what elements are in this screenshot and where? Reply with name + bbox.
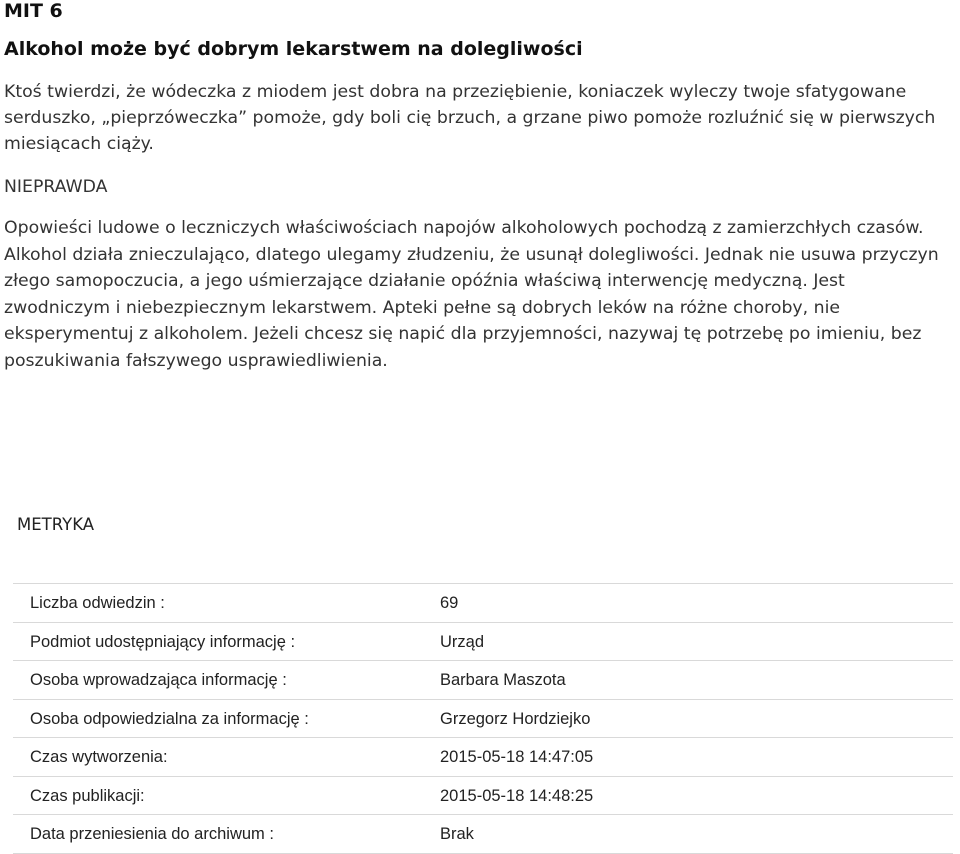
metadata-row bbox=[13, 584, 953, 623]
metadata-table bbox=[13, 583, 953, 854]
verdict-label: NIEPRAWDA bbox=[4, 177, 108, 197]
metadata-row bbox=[13, 700, 953, 739]
metadata-value: Urząd bbox=[440, 632, 485, 651]
metadata-label: Osoba wprowadzająca informację : bbox=[30, 671, 287, 689]
metadata-value: Grzegorz Hordziejko bbox=[440, 709, 591, 728]
metadata-value: Barbara Maszota bbox=[440, 671, 566, 689]
metadata-value: 2015-05-18 14:47:05 bbox=[440, 748, 594, 766]
metadata-row bbox=[13, 777, 953, 816]
metadata-label: Czas wytworzenia: bbox=[30, 748, 168, 766]
myth-number-label: MIT 6 bbox=[4, 0, 63, 22]
metadata-row bbox=[13, 623, 953, 662]
metadata-label: Data przeniesienia do archiwum : bbox=[30, 825, 274, 843]
article-title: Alkohol może być dobrym lekarstwem na dolegliwości bbox=[4, 38, 583, 60]
myth-intro-paragraph: Ktoś twierdzi, że wódeczka z miodem jest dobra na przeziębienie, koniaczek wyleczy twoje sfatygowane serduszko, „pieprzóweczka” pomoże, gdy boli cię brzuch, a grzane piwo pomoże rozluźnić się w pierwszych miesiącach ciąży. bbox=[4, 82, 936, 154]
metadata-row bbox=[13, 738, 953, 777]
metadata-label: Podmiot udostępniający informację : bbox=[30, 632, 296, 651]
metadata-value: Brak bbox=[440, 825, 474, 843]
metadata-label: Osoba odpowiedzialna za informację : bbox=[30, 709, 309, 728]
metadata-row bbox=[13, 815, 953, 854]
metadata-value: 2015-05-18 14:48:25 bbox=[440, 786, 594, 805]
metadata-row bbox=[13, 661, 953, 700]
metadata-label: Czas publikacji: bbox=[30, 786, 145, 805]
metadata-label: Liczba odwiedzin : bbox=[30, 594, 165, 612]
explanation-paragraph: Opowieści ludowe o leczniczych właściwościach napojów alkoholowych pochodzą z zamierzchłych czasów. Alkohol działa znieczulająco, dlatego ulegamy złudzeniu, że usunął dolegliwości. Jednak nie usuwa przyczyn złego samopoczucia, a jego uśmierzające działanie opóźnia właściwą interwencję medyczną. Jest zwodniczym i niebezpiecznym lekarstwem. Apteki pełne są dobrych leków na różne choroby, nie eksperymentuj z alkoholem. Jeżeli chcesz się napić dla przyjemności, nazywaj tę potrzebę po imieniu, bez poszukiwania fałszywego usprawiedliwienia. bbox=[4, 218, 939, 371]
metadata-value: 69 bbox=[440, 594, 459, 612]
metryka-heading: METRYKA bbox=[17, 515, 95, 534]
